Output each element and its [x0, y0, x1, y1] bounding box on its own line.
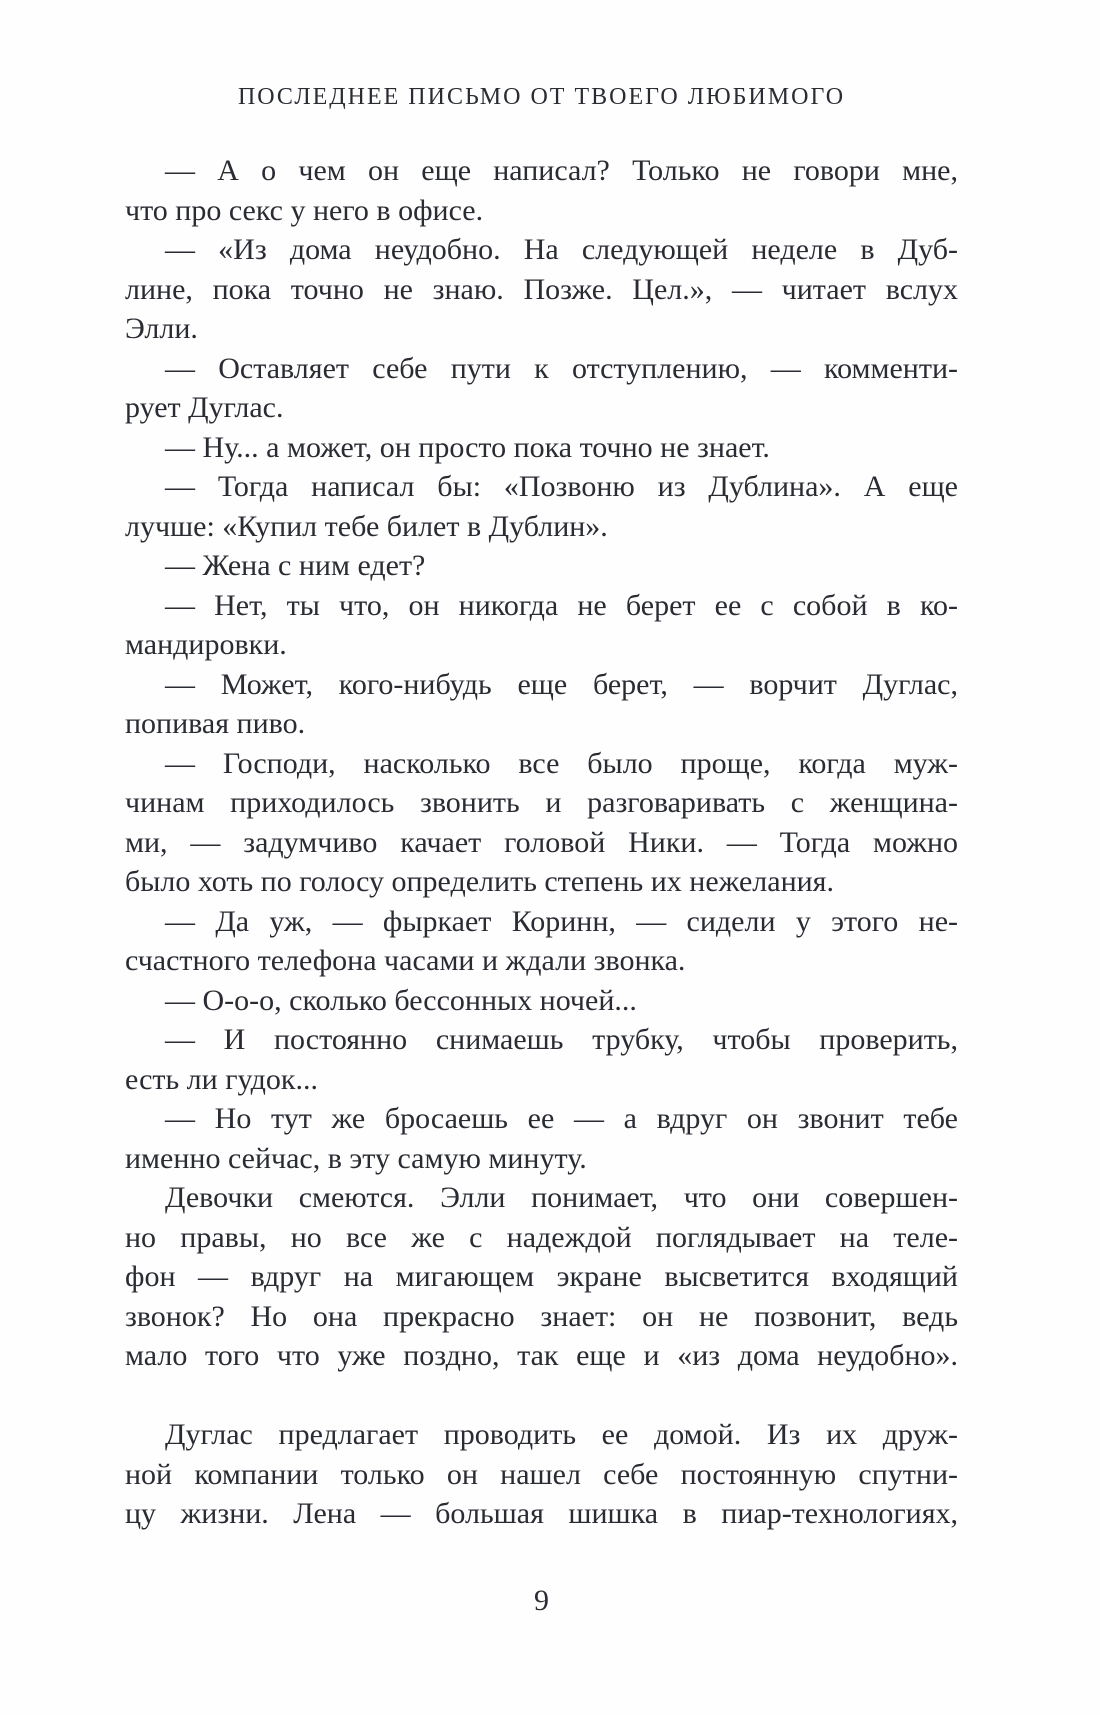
- paragraph: [125, 151, 958, 230]
- text-block: [125, 151, 958, 1534]
- page-number: 9: [534, 1583, 549, 1617]
- text-line: есть ли гудок...: [125, 1062, 318, 1096]
- text-line: лучше: «Купил тебе билет в Дублин».: [125, 509, 608, 543]
- paragraph: [125, 1020, 958, 1099]
- text-line: Дуглас предлагает проводить ее домой. Из их друж-: [165, 1418, 958, 1451]
- paragraph: [125, 428, 958, 468]
- paragraph: [125, 1178, 958, 1376]
- paragraph: [125, 744, 958, 902]
- text-line: — Оставляет себе пути к отступлению, — комменти-: [165, 351, 958, 385]
- text-line: — Может, кого-нибудь еще берет, — ворчит Дуглас,: [165, 667, 958, 701]
- text-line: — Нет, ты что, он никогда не берет ее с собой в ко-: [165, 588, 958, 622]
- paragraph: [125, 586, 958, 665]
- text-line: лине, пока точно не знаю. Позже. Цел.», — читает вслух: [125, 272, 958, 306]
- text-line: — Но тут же бросаешь ее — а вдруг он звонит тебе: [165, 1102, 958, 1135]
- text-line: ми, — задумчиво качает головой Ники. — Тогда можно: [125, 825, 958, 859]
- paragraph: [125, 902, 958, 981]
- text-line: рует Дуглас.: [125, 391, 284, 424]
- paragraph: [125, 546, 958, 586]
- paragraph: [125, 1415, 958, 1534]
- text-line: счастного телефона часами и ждали звонка.: [125, 944, 686, 977]
- text-line: — Да уж, — фыркает Коринн, — сидели у этого не-: [165, 904, 958, 938]
- running-head: ПОСЛЕДНЕЕ ПИСЬМО ОТ ТВОЕГО ЛЮБИМОГО: [237, 84, 846, 110]
- text-line: попивая пиво.: [125, 707, 306, 740]
- paragraph: [125, 349, 958, 428]
- paragraph: [125, 665, 958, 744]
- text-line: но правы, но все же с надеждой поглядывает на теле-: [125, 1220, 958, 1254]
- text-line: было хоть по голосу определить степень их нежелания.: [125, 865, 834, 898]
- text-line: чинам приходилось звонить и разговаривать с женщина-: [125, 786, 958, 819]
- text-line: — Господи, насколько все было проще, когда муж-: [165, 746, 958, 780]
- paragraph: [125, 981, 958, 1021]
- paragraph: [125, 230, 958, 349]
- text-line: Элли.: [125, 312, 198, 345]
- text-line: — Ну... а может, он просто пока точно не знает.: [165, 430, 770, 464]
- text-line: именно сейчас, в эту самую минуту.: [125, 1141, 587, 1175]
- text-line: ной компании только он нашел себе постоянную спутни-: [125, 1457, 958, 1491]
- paragraph: [125, 467, 958, 546]
- text-line: цу жизни. Лена — большая шишка в пиар-технологиях,: [125, 1497, 958, 1530]
- text-line: — Тогда написал бы: «Позвоню из Дублина». А еще: [165, 470, 958, 503]
- text-line: мало того что уже поздно, так еще и «из дома неудобно».: [125, 1339, 958, 1372]
- text-line: Девочки смеются. Элли понимает, что они совершен-: [165, 1181, 958, 1214]
- text-line: — «Из дома неудобно. На следующей неделе в Дуб-: [165, 233, 958, 266]
- paragraph: [125, 1099, 958, 1178]
- text-line: звонок? Но она прекрасно знает: он не позвонит, ведь: [125, 1299, 958, 1333]
- text-line: мандировки.: [125, 628, 287, 661]
- text-line: — Жена с ним едет?: [165, 549, 426, 582]
- text-line: что про секс у него в офисе.: [125, 193, 484, 227]
- text-line: фон — вдруг на мигающем экране высветится входящий: [125, 1260, 958, 1293]
- text-line: — О-о-о, сколько бессонных ночей...: [165, 983, 637, 1017]
- text-line: — И постоянно снимаешь трубку, чтобы проверить,: [165, 1023, 958, 1056]
- text-line: — А о чем он еще написал? Только не говори мне,: [165, 154, 958, 187]
